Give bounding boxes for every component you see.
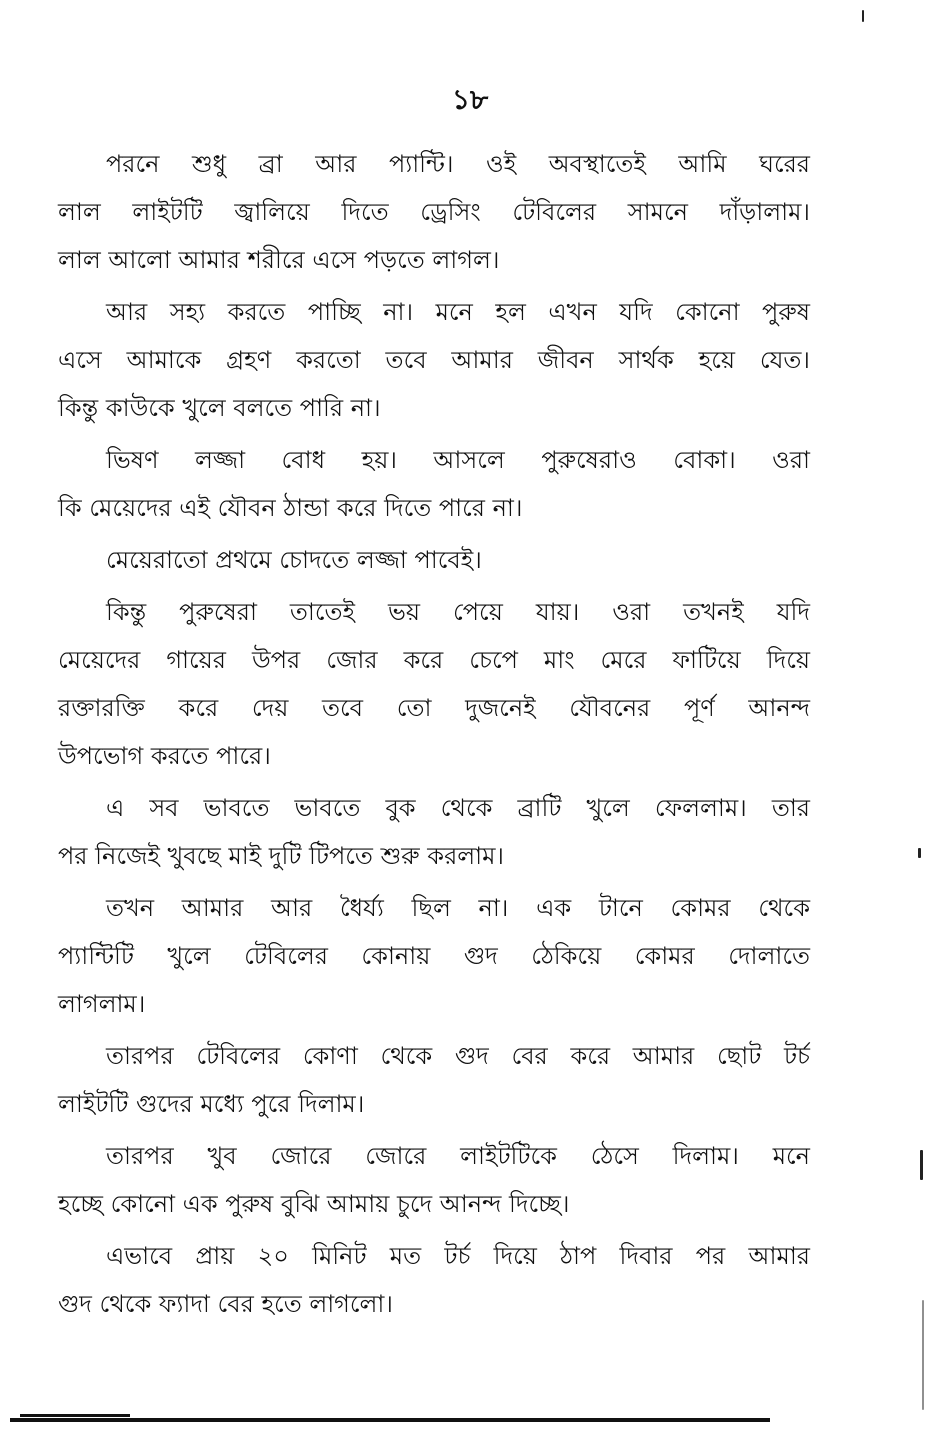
text-line: তারপর টেবিলের কোণা থেকে গুদ বের করে আমার ছোট টর্চ [106, 1042, 810, 1070]
text-line: প্যান্টিটি খুলে টেবিলের কোনায় গুদ ঠেকিয়ে কোমর দোলাতে [58, 942, 810, 970]
text-line: পর নিজেই খুবছে মাই দুটি টিপতে শুরু করলাম। [58, 842, 505, 870]
bottom-rule-mark [20, 1414, 130, 1417]
page-body [58, 140, 810, 1332]
paragraph [58, 588, 810, 780]
text-line: এভাবে প্রায় ২০ মিনিট মত টর্চ দিয়ে ঠাপ দিবার পর আমার [106, 1242, 810, 1270]
page-number: ১৮ [451, 83, 489, 116]
text-line: মেয়েরাতো প্রথমে চোদতে লজ্জা পাবেই। [106, 546, 482, 574]
text-line: এসে আমাকে গ্রহণ করতো তবে আমার জীবন সার্থক হয়ে যেত। [58, 346, 810, 374]
text-line: মেয়েদের গায়ের উপর জোর করে চেপে মাং মেরে ফাটিয়ে দিয়ে [58, 646, 810, 674]
paragraph [58, 784, 810, 880]
text-line: তারপর খুব জোরে জোরে লাইটটিকে ঠেসে দিলাম। মনে [106, 1142, 810, 1170]
paragraph [58, 1032, 810, 1128]
text-line: উপভোগ করতে পারে। [58, 742, 271, 770]
text-line: পরনে শুধু ব্রা আর প্যান্টি। ওই অবস্থাতেই আমি ঘরের [106, 150, 810, 178]
text-line: লাগলাম। [58, 990, 146, 1018]
scan-mark [920, 1150, 923, 1180]
bottom-rule [10, 1418, 770, 1422]
text-line: গুদ থেকে ফ্যাদা বের হতে লাগলো। [58, 1290, 393, 1318]
paragraph [58, 884, 810, 1028]
text-line: লাইটটি গুদের মধ্যে পুরে দিলাম। [58, 1090, 365, 1118]
text-line: কিন্তু কাউকে খুলে বলতে পারি না। [58, 394, 381, 422]
text-line: তখন আমার আর ধৈর্য্য ছিল না। এক টানে কোমর থেকে [106, 894, 810, 922]
paragraph [58, 140, 810, 284]
text-line: আর সহ্য করতে পাচ্ছি না। মনে হল এখন যদি কোনো পুরুষ [106, 298, 810, 326]
text-line: এ সব ভাবতে ভাবতে বুক থেকে ব্রাটি খুলে ফেললাম। তার [106, 794, 810, 822]
paragraph [58, 536, 810, 584]
text-line: ভিষণ লজ্জা বোধ হয়। আসলে পুরুষেরাও বোকা। ওরা [106, 446, 810, 474]
paragraph [58, 1132, 810, 1228]
text-line: রক্তারক্তি করে দেয় তবে তো দুজনেই যৌবনের পূর্ণ আনন্দ [58, 694, 810, 722]
text-line: লাল লাইটটি জ্বালিয়ে দিতে ড্রেসিং টেবিলের সামনে দাঁড়ালাম। [58, 198, 810, 226]
scan-mark [922, 1300, 924, 1410]
text-line: কি মেয়েদের এই যৌবন ঠান্ডা করে দিতে পারে না। [58, 494, 523, 522]
text-line: কিন্তু পুরুষেরা তাতেই ভয় পেয়ে যায়। ওরা তখনই যদি [106, 598, 810, 626]
text-line: হচ্ছে কোনো এক পুরুষ বুঝি আমায় চুদে আনন্দ দিচ্ছে। [58, 1190, 570, 1218]
scan-mark [918, 848, 921, 858]
scan-mark [862, 10, 864, 22]
paragraph [58, 288, 810, 432]
paragraph [58, 1232, 810, 1328]
text-line: লাল আলো আমার শরীরে এসে পড়তে লাগল। [58, 246, 500, 274]
paragraph [58, 436, 810, 532]
